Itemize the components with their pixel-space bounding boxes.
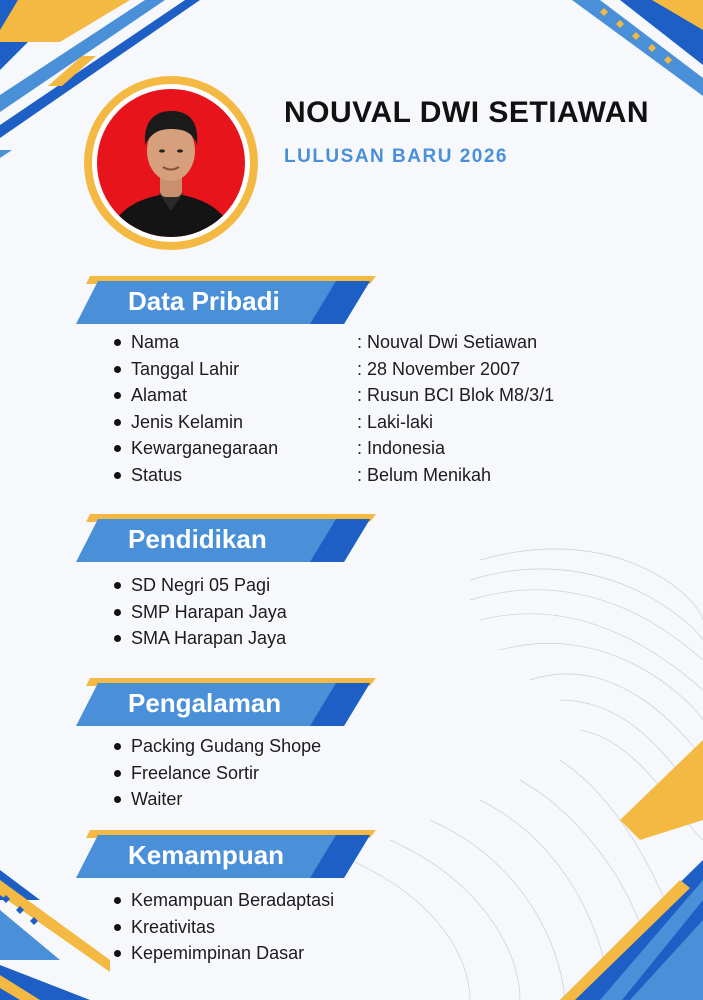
list-item: Jenis Kelamin : Laki-laki [112,409,554,436]
experience-list [112,733,321,813]
education-list [112,572,287,652]
list-item: Nama : Nouval Dwi Setiawan [112,329,554,356]
personal-data-list [112,329,554,488]
list-item: Packing Gudang Shope [112,733,321,760]
list-item: Status : Belum Menikah [112,462,554,489]
list-item: Kreativitas [112,914,334,941]
list-item: SD Negri 05 Pagi [112,572,287,599]
list-item: Waiter [112,786,321,813]
profile-photo [97,89,245,237]
profile-photo-frame [84,76,258,250]
list-item: Kemampuan Beradaptasi [112,887,334,914]
list-item: SMA Harapan Jaya [112,625,287,652]
list-item: Kewarganegaraan : Indonesia [112,435,554,462]
section-title-personal: Data Pribadi [128,286,280,316]
section-title-experience: Pengalaman [128,688,282,718]
section-title-skills: Kemampuan [128,840,285,870]
list-item: Alamat : Rusun BCI Blok M8/3/1 [112,382,554,409]
list-item: Tanggal Lahir : 28 November 2007 [112,356,554,383]
full-name: NOUVAL DWI SETIAWAN [284,96,650,129]
job-title: LULUSAN BARU 2026 [284,146,508,167]
list-item: SMP Harapan Jaya [112,599,287,626]
list-item: Freelance Sortir [112,760,321,787]
section-title-education: Pendidikan [128,524,267,554]
skills-list [112,887,334,967]
list-item: Kepemimpinan Dasar [112,940,334,967]
